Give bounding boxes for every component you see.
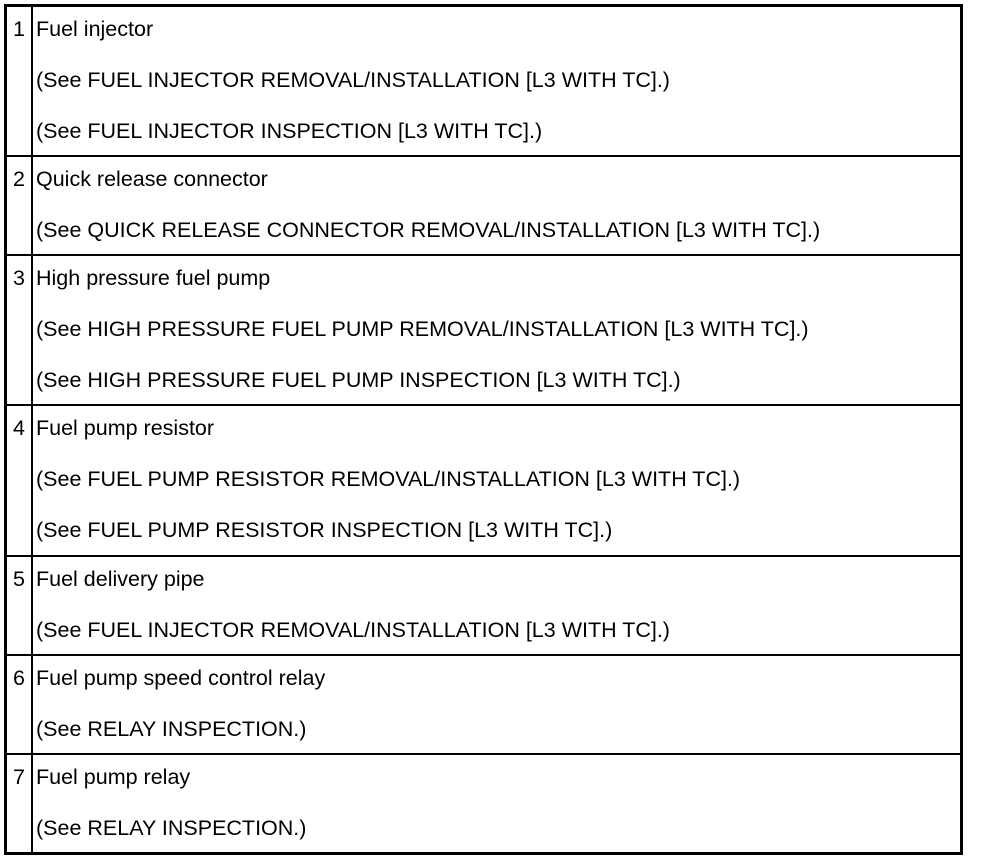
table-row (7, 405, 960, 555)
parts-reference-table (7, 7, 960, 852)
part-name: Fuel injector (36, 17, 154, 41)
reference-link[interactable]: (See HIGH PRESSURE FUEL PUMP REMOVAL/INSTALLATION [L3 WITH TC].) (36, 317, 809, 342)
item-number-cell (7, 655, 32, 754)
item-number: 5 (13, 566, 25, 591)
table-row (7, 255, 960, 405)
reference-link[interactable]: (See FUEL INJECTOR INSPECTION [L3 WITH TC].) (36, 119, 543, 143)
item-description-cell (32, 255, 960, 405)
table-row (7, 556, 960, 655)
reference-link[interactable]: (See HIGH PRESSURE FUEL PUMP INSPECTION [L3 WITH TC].) (36, 368, 681, 393)
item-number-cell (7, 255, 32, 405)
part-name: Fuel pump speed control relay (36, 665, 326, 690)
part-name: High pressure fuel pump (36, 266, 271, 291)
item-number: 7 (13, 764, 25, 789)
table-row (7, 7, 960, 156)
item-description-cell (32, 7, 960, 156)
item-description-cell (32, 556, 960, 655)
reference-link[interactable]: (See RELAY INSPECTION.) (36, 815, 307, 840)
reference-link[interactable]: (See FUEL PUMP RESISTOR INSPECTION [L3 WITH TC].) (36, 518, 613, 543)
item-description-cell (32, 754, 960, 852)
item-number-cell (7, 156, 32, 255)
parts-table-frame (4, 4, 963, 855)
item-number-cell (7, 405, 32, 555)
reference-link[interactable]: (See FUEL INJECTOR REMOVAL/INSTALLATION [L3 WITH TC].) (36, 68, 670, 92)
item-description-cell (32, 156, 960, 255)
part-name: Fuel pump resistor (36, 416, 215, 441)
reference-link[interactable]: (See QUICK RELEASE CONNECTOR REMOVAL/INSTALLATION [L3 WITH TC].) (36, 218, 821, 243)
item-description-cell (32, 655, 960, 754)
reference-link[interactable]: (See RELAY INSPECTION.) (36, 716, 307, 741)
item-number-cell (7, 7, 32, 156)
item-description-cell (32, 405, 960, 555)
item-number: 6 (13, 665, 25, 690)
table-row (7, 655, 960, 754)
item-number: 1 (13, 17, 25, 41)
part-name: Fuel pump relay (36, 764, 191, 789)
table-row (7, 156, 960, 255)
reference-link[interactable]: (See FUEL PUMP RESISTOR REMOVAL/INSTALLATION [L3 WITH TC].) (36, 467, 741, 492)
item-number: 3 (13, 266, 25, 291)
table-row (7, 754, 960, 852)
item-number-cell (7, 556, 32, 655)
part-name: Fuel delivery pipe (36, 566, 205, 591)
item-number: 4 (13, 416, 25, 441)
item-number-cell (7, 754, 32, 852)
reference-link[interactable]: (See FUEL INJECTOR REMOVAL/INSTALLATION [L3 WITH TC].) (36, 617, 670, 642)
item-number: 2 (13, 167, 25, 192)
part-name: Quick release connector (36, 167, 268, 192)
